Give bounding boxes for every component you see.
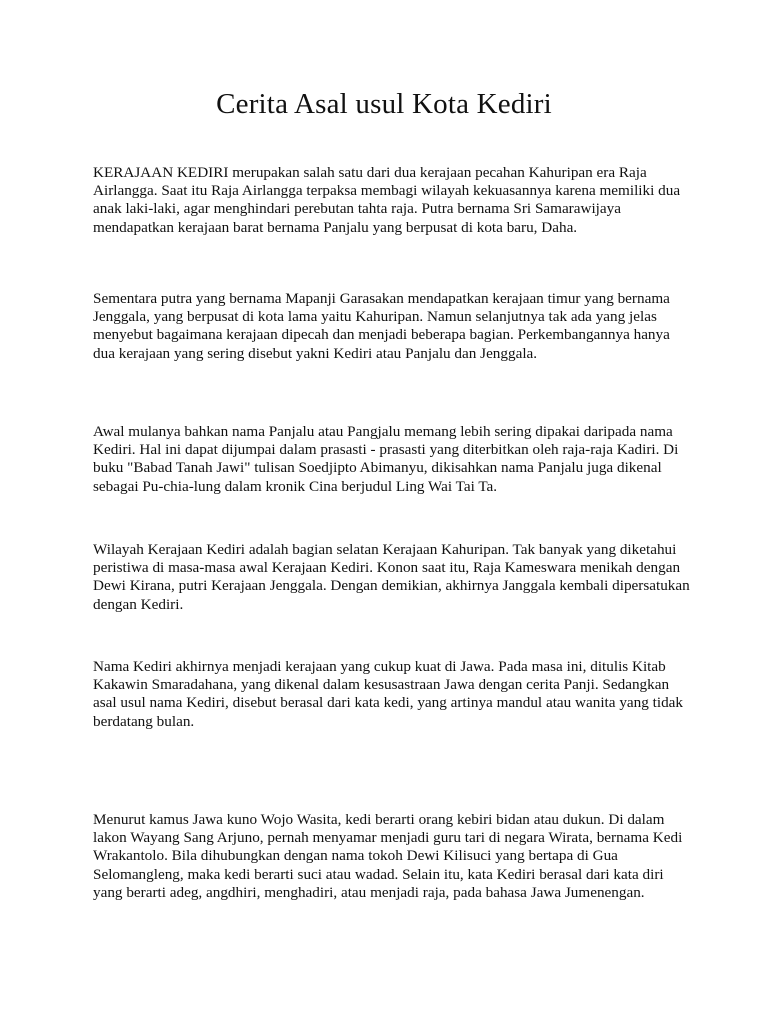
paragraph-2: Sementara putra yang bernama Mapanji Garasakan mendapatkan kerajaan timur yang bernama Jenggala, yang berpusat di kota lama yaitu Kahuripan. Namun selanjutnya tak ada yang jelas menyebut bagaimana kerajaan dipecah dan menjadi beberapa bagian. Perkembangannya hanya dua kerajaan yang sering disebut yakni Kediri atau Panjalu dan Jenggala. (93, 290, 670, 362)
paragraph-1: KERAJAAN KEDIRI merupakan salah satu dari dua kerajaan pecahan Kahuripan era Raja Airlangga. Saat itu Raja Airlangga terpaksa membagi wilayah kekuasannya karena memiliki dua anak laki-laki, agar menghindari perebutan tahta raja. Putra bernama Sri Samarawijaya mendapatkan kerajaan barat bernama Panjalu yang berpusat di kota baru, Daha. (93, 164, 681, 236)
paragraph-3: Awal mulanya bahkan nama Panjalu atau Pangjalu memang lebih sering dipakai daripada nama Kediri. Hal ini dapat dijumpai dalam prasasti - prasasti yang diterbitkan oleh raja-raja Kadiri. Di buku "Babad Tanah Jawi" tulisan Soedjipto Abimanyu, dikisahkan nama Panjalu juga dikenal sebagai Pu-chia-lung dalam kronik Cina berjudul Ling Wai Tai Ta. (93, 423, 679, 495)
paragraph-6: Menurut kamus Jawa kuno Wojo Wasita, kedi berarti orang kebiri bidan atau dukun. Di dalam lakon Wayang Sang Arjuno, pernah menyamar menjadi guru tari di negara Wirata, bernama Kedi Wrakantolo. Bila dihubungkan dengan nama tokoh Dewi Kilisuci yang bertapa di Gua Selomangleng, maka kedi berarti suci atau wadad. Selain itu, kata Kediri berasal dari kata diri yang berarti adeg, angdhiri, menghadiri, atau menjadi raja, pada bahasa Jawa Jumenengan. (93, 811, 683, 901)
paragraph-4: Wilayah Kerajaan Kediri adalah bagian selatan Kerajaan Kahuripan. Tak banyak yang diketahui peristiwa di masa-masa awal Kerajaan Kediri. Konon saat itu, Raja Kameswara menikah dengan Dewi Kirana, putri Kerajaan Jenggala. Dengan demikian, akhirnya Janggala kembali dipersatukan dengan Kediri. (93, 541, 690, 613)
page-title: Cerita Asal usul Kota Kediri (216, 88, 552, 120)
paragraph-5: Nama Kediri akhirnya menjadi kerajaan yang cukup kuat di Jawa. Pada masa ini, ditulis Kitab Kakawin Smaradahana, yang dikenal dalam kesusastraan Jawa dengan cerita Panji. Sedangkan asal usul nama Kediri, disebut berasal dari kata kedi, yang artinya mandul atau wanita yang tidak berdatang bulan. (93, 658, 684, 730)
